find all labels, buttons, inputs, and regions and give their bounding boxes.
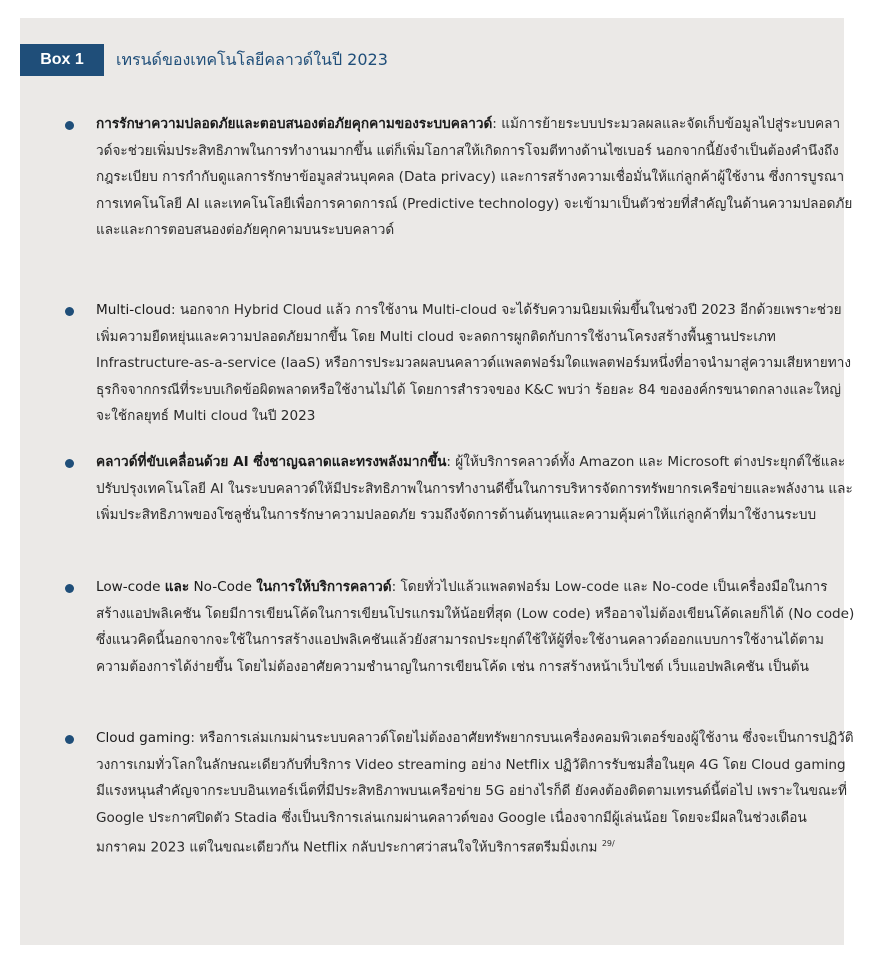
item-heading-part: No-Code <box>189 579 257 595</box>
item-heading: การรักษาความปลอดภัยและตอบสนองต่อภัยคุกคามของระบบคลาวด์ <box>96 116 493 132</box>
item-heading: Multi-cloud <box>96 302 171 318</box>
item-text: : นอกจาก Hybrid Cloud แล้ว การใช้งาน Multi-cloud จะได้รับความนิยมเพิ่มขึ้นในช่วงปี 2023 อีกด้วยเพราะช่วยเพิ่มความยืดหยุ่นและความปลอดภัยมากขึ้น โดย Multi cloud จะลดการผูกติดกับการใช้งานโครงสร้างพื้นฐานประเภท Infrastructure-as-a-service (IaaS) หรือการประมวลผลบนคลาวด์แพลตฟอร์มใดแพลตฟอร์มหนึ่งที่อาจนำมาสู่ความเสียหายทางธุรกิจจากกรณีที่ระบบเกิดข้อผิดพลาดหรือใช้งานไม่ได้ โดยการสำรวจของ K&C พบว่า ร้อยละ 84 ขององค์กรขนาดกลางและใหญ่จะใช้กลยุทธ์ Multi cloud ในปี 2023 <box>96 302 851 424</box>
box-1 <box>20 18 855 945</box>
item-heading-part: Low-code <box>96 579 165 595</box>
list-item <box>60 297 856 430</box>
box-header <box>20 44 388 76</box>
list-item <box>60 725 856 861</box>
box-label: Box 1 <box>20 44 104 76</box>
item-text: : ผู้ให้บริการคลาวด์ทั้ง Amazon และ Microsoft ต่างประยุกต์ใช้และปรับปรุงเทคโนโลยี AI ในระบบคลาวด์ให้มีประสิทธิภาพในการทำงานดีขึ้นในการบริหารจัดการทรัพยากรเครือข่ายและพลังงาน และเพิ่มประสิทธิภาพของโซลูชั่นในการรักษาความปลอดภัย รวมถึงจัดการด้านต้นทุนและความคุ้มค่าให้แก่ลูกค้าที่มาใช้งานระบบ <box>96 454 853 523</box>
item-text: : หรือการเล่มเกมผ่านระบบคลาวด์โดยไม่ต้องอาศัยทรัพยากรบนเครื่องคอมพิวเตอร์ของผู้ใช้งาน ซึ่งจะเป็นการปฏิวัติวงการเกมทั่วโลกในลักษณะเดียวกับที่บริการ Video streaming อย่าง Netflix ปฏิวัติการรับชมสื่อในยุค 4G โดย Cloud gaming มีแรงหนุนสำคัญจากระบบอินเทอร์เน็ตที่มีประสิทธิภาพบนเครือข่าย 5G อย่างไรก็ดี ยังคงต้องติดตามเทรนด์นี้ต่อไป เพราะในขณะที่ Google ประกาศปิดตัว Stadia ซึ่งเป็นบริการเล่นเกมผ่านคลาวด์ของ Google เนื่องจากมีผู้เล่นน้อย โดยจะมีผลในช่วงเดือนมกราคม 2023 แต่ในขณะเดียวกัน Netflix กลับประกาศว่าสนใจให้บริการสตรีมมิ่งเกม <box>96 730 854 856</box>
box-title: เทรนด์ของเทคโนโลยีคลาวด์ในปี 2023 <box>116 49 388 69</box>
bullet-icon <box>65 121 74 130</box>
bullet-icon <box>65 735 74 744</box>
bullet-icon <box>65 307 74 316</box>
bullet-icon <box>65 459 74 468</box>
item-text: : แม้การย้ายระบบประมวลผลและจัดเก็บข้อมูลไปสู่ระบบคลาวด์จะช่วยเพิ่มประสิทธิภาพในการทำงานมากขึ้น แต่ก็เพิ่มโอกาสให้เกิดการโจมตีทางด้านไซเบอร์ นอกจากนี้ยังจำเป็นต้องคำนึงถึงกฎระเบียบ การกำกับดูแลการรักษาข้อมูลส่วนบุคคล (Data privacy) และการสร้างความเชื่อมั่นให้แก่ลูกค้าผู้ใช้งาน ซึ่งการบูรณาการเทคโนโลยี AI และเทคโนโลยีเพื่อการคาดการณ์ (Predictive technology) จะเข้ามาเป็นตัวช่วยที่สำคัญในด้านความปลอดภัยและและการตอบสนองต่อภัยคุกคามบนระบบคลาวด์ <box>96 116 853 238</box>
item-heading: Cloud gaming <box>96 730 191 746</box>
bullet-icon <box>65 584 74 593</box>
footnote-marker: 29/ <box>601 839 615 848</box>
list-item <box>60 574 856 680</box>
list-item <box>60 449 856 529</box>
item-heading-part: และ <box>164 579 190 595</box>
item-heading-part: ในการให้บริการคลาวด์ <box>256 579 392 595</box>
item-text: : โดยทั่วไปแล้วแพลตฟอร์ม Low-code และ No-code เป็นเครื่องมือในการสร้างแอปพลิเคชัน โดยมีการเขียนโค้ดในการเขียนโปรแกรมให้น้อยที่สุด (Low code) หรืออาจไม่ต้องเขียนโค้ดเลยก็ได้ (No code) ซึ่งแนวคิดนี้นอกจากจะใช้ในการสร้างแอปพลิเคชันแล้วยังสามารถประยุกต์ใช้ให้ผู้ที่จะใช้งานคลาวด์ออกแบบการใช้งานได้ตามความต้องการได้ง่ายขึ้น โดยไม่ต้องอาศัยความชำนาญในการเขียนโค้ด เช่น การสร้างหน้าเว็บไซต์ เว็บแอปพลิเคชัน เป็นต้น <box>96 579 855 675</box>
list-item <box>60 111 856 244</box>
item-heading: คลาวด์ที่ขับเคลื่อนด้วย AI ซึ่งชาญฉลาดและทรงพลังมากขึ้น <box>96 454 447 470</box>
